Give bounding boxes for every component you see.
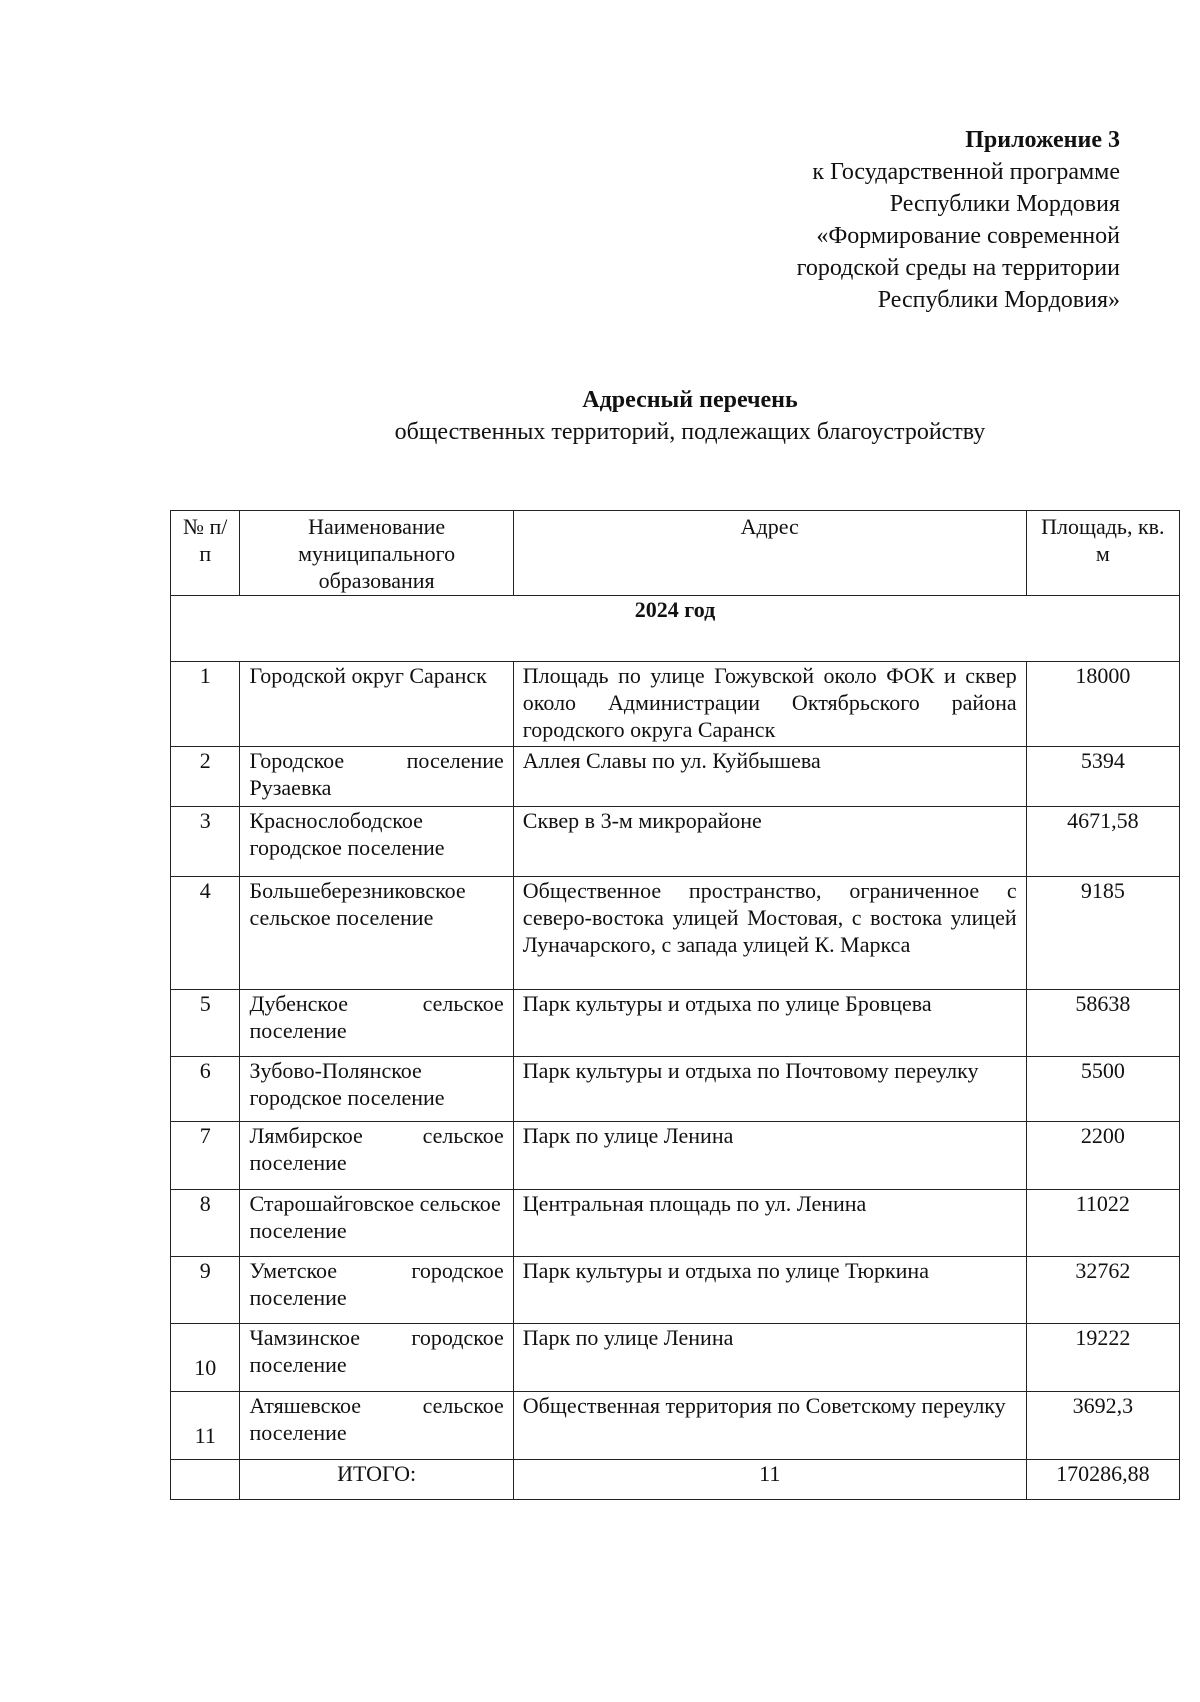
row-area: 19222 <box>1026 1324 1179 1392</box>
row-area: 9185 <box>1026 877 1179 990</box>
row-address: Парк культуры и отдыха по улице Тюркина <box>513 1257 1026 1324</box>
row-address: Парк культуры и отдыха по улице Бровцева <box>513 990 1026 1057</box>
total-label: ИТОГО: <box>240 1460 513 1500</box>
row-area: 3692,3 <box>1026 1392 1179 1460</box>
table-row <box>171 1257 1180 1324</box>
row-address: Центральная площадь по ул. Ленина <box>513 1190 1026 1257</box>
document-title: Адресный перечень <box>582 387 798 413</box>
row-num: 3 <box>171 807 240 877</box>
row-area: 11022 <box>1026 1190 1179 1257</box>
row-municipality: Чамзинское городское поселение <box>240 1324 513 1392</box>
row-address: Общественная территория по Советскому переулку <box>513 1392 1026 1460</box>
table-row <box>171 1190 1180 1257</box>
row-address: Площадь по улице Гожувской около ФОК и сквер около Администрации Октябрьского района городского округа Саранск <box>513 662 1026 747</box>
appendix-line: «Формирование современной <box>816 223 1120 249</box>
header-municipality: Наименование муниципального образования <box>240 511 513 596</box>
year-label: 2024 год <box>171 596 1180 662</box>
total-area: 170286,88 <box>1026 1460 1179 1500</box>
table-row <box>171 1057 1180 1122</box>
appendix-title: Приложение 3 <box>965 127 1120 153</box>
row-num: 10 <box>171 1324 240 1392</box>
row-num: 5 <box>171 990 240 1057</box>
header-address: Адрес <box>513 511 1026 596</box>
table-row <box>171 877 1180 990</box>
row-municipality: Атяшевское сельское поселение <box>240 1392 513 1460</box>
header-num: № п/п <box>171 511 240 596</box>
territories-table <box>170 510 1180 1500</box>
row-municipality: Лямбирское сельское поселение <box>240 1122 513 1190</box>
row-municipality: Дубенское сельское поселение <box>240 990 513 1057</box>
row-num: 4 <box>171 877 240 990</box>
table-row <box>171 1324 1180 1392</box>
row-address: Парк культуры и отдыха по Почтовому переулку <box>513 1057 1026 1122</box>
total-count: 11 <box>513 1460 1026 1500</box>
table-row <box>171 807 1180 877</box>
row-address: Сквер в 3-м микрорайоне <box>513 807 1026 877</box>
table-row <box>171 990 1180 1057</box>
row-num: 6 <box>171 1057 240 1122</box>
row-address: Парк по улице Ленина <box>513 1324 1026 1392</box>
row-municipality: Краснослободское городское поселение <box>240 807 513 877</box>
table-header-row <box>171 511 1180 596</box>
appendix-block <box>560 124 1120 316</box>
document-heading <box>0 384 1200 448</box>
appendix-line: Республики Мордовия <box>889 191 1120 217</box>
row-address: Общественное пространство, ограниченное с северо-востока улицей Мостовая, с востока улицей Луначарского, с запада улицей К. Маркса <box>513 877 1026 990</box>
document-subtitle: общественных территорий, подлежащих благоустройству <box>394 419 986 445</box>
row-area: 5394 <box>1026 747 1179 807</box>
header-area: Площадь, кв. м <box>1026 511 1179 596</box>
table-row <box>171 1392 1180 1460</box>
year-row <box>171 596 1180 662</box>
row-num: 7 <box>171 1122 240 1190</box>
row-municipality: Зубово-Полянское городское поселение <box>240 1057 513 1122</box>
row-num: 9 <box>171 1257 240 1324</box>
row-municipality: Старошайговское сельское поселение <box>240 1190 513 1257</box>
row-area: 2200 <box>1026 1122 1179 1190</box>
row-area: 32762 <box>1026 1257 1179 1324</box>
row-municipality: Уметское городское поселение <box>240 1257 513 1324</box>
row-area: 18000 <box>1026 662 1179 747</box>
row-num: 2 <box>171 747 240 807</box>
row-num: 1 <box>171 662 240 747</box>
row-address: Парк по улице Ленина <box>513 1122 1026 1190</box>
total-empty-cell <box>171 1460 240 1500</box>
row-area: 5500 <box>1026 1057 1179 1122</box>
appendix-line: городской среды на территории <box>796 255 1120 281</box>
table-row <box>171 662 1180 747</box>
row-num: 8 <box>171 1190 240 1257</box>
row-area: 4671,58 <box>1026 807 1179 877</box>
row-municipality: Городское поселение Рузаевка <box>240 747 513 807</box>
table-row <box>171 1122 1180 1190</box>
appendix-line: к Государственной программе <box>812 159 1120 185</box>
row-num: 11 <box>171 1392 240 1460</box>
row-municipality: Большеберезниковское сельское поселение <box>240 877 513 990</box>
row-municipality: Городской округ Саранск <box>240 662 513 747</box>
row-address: Аллея Славы по ул. Куйбышева <box>513 747 1026 807</box>
table-row <box>171 747 1180 807</box>
appendix-line: Республики Мордовия» <box>877 287 1120 313</box>
row-area: 58638 <box>1026 990 1179 1057</box>
total-row <box>171 1460 1180 1500</box>
